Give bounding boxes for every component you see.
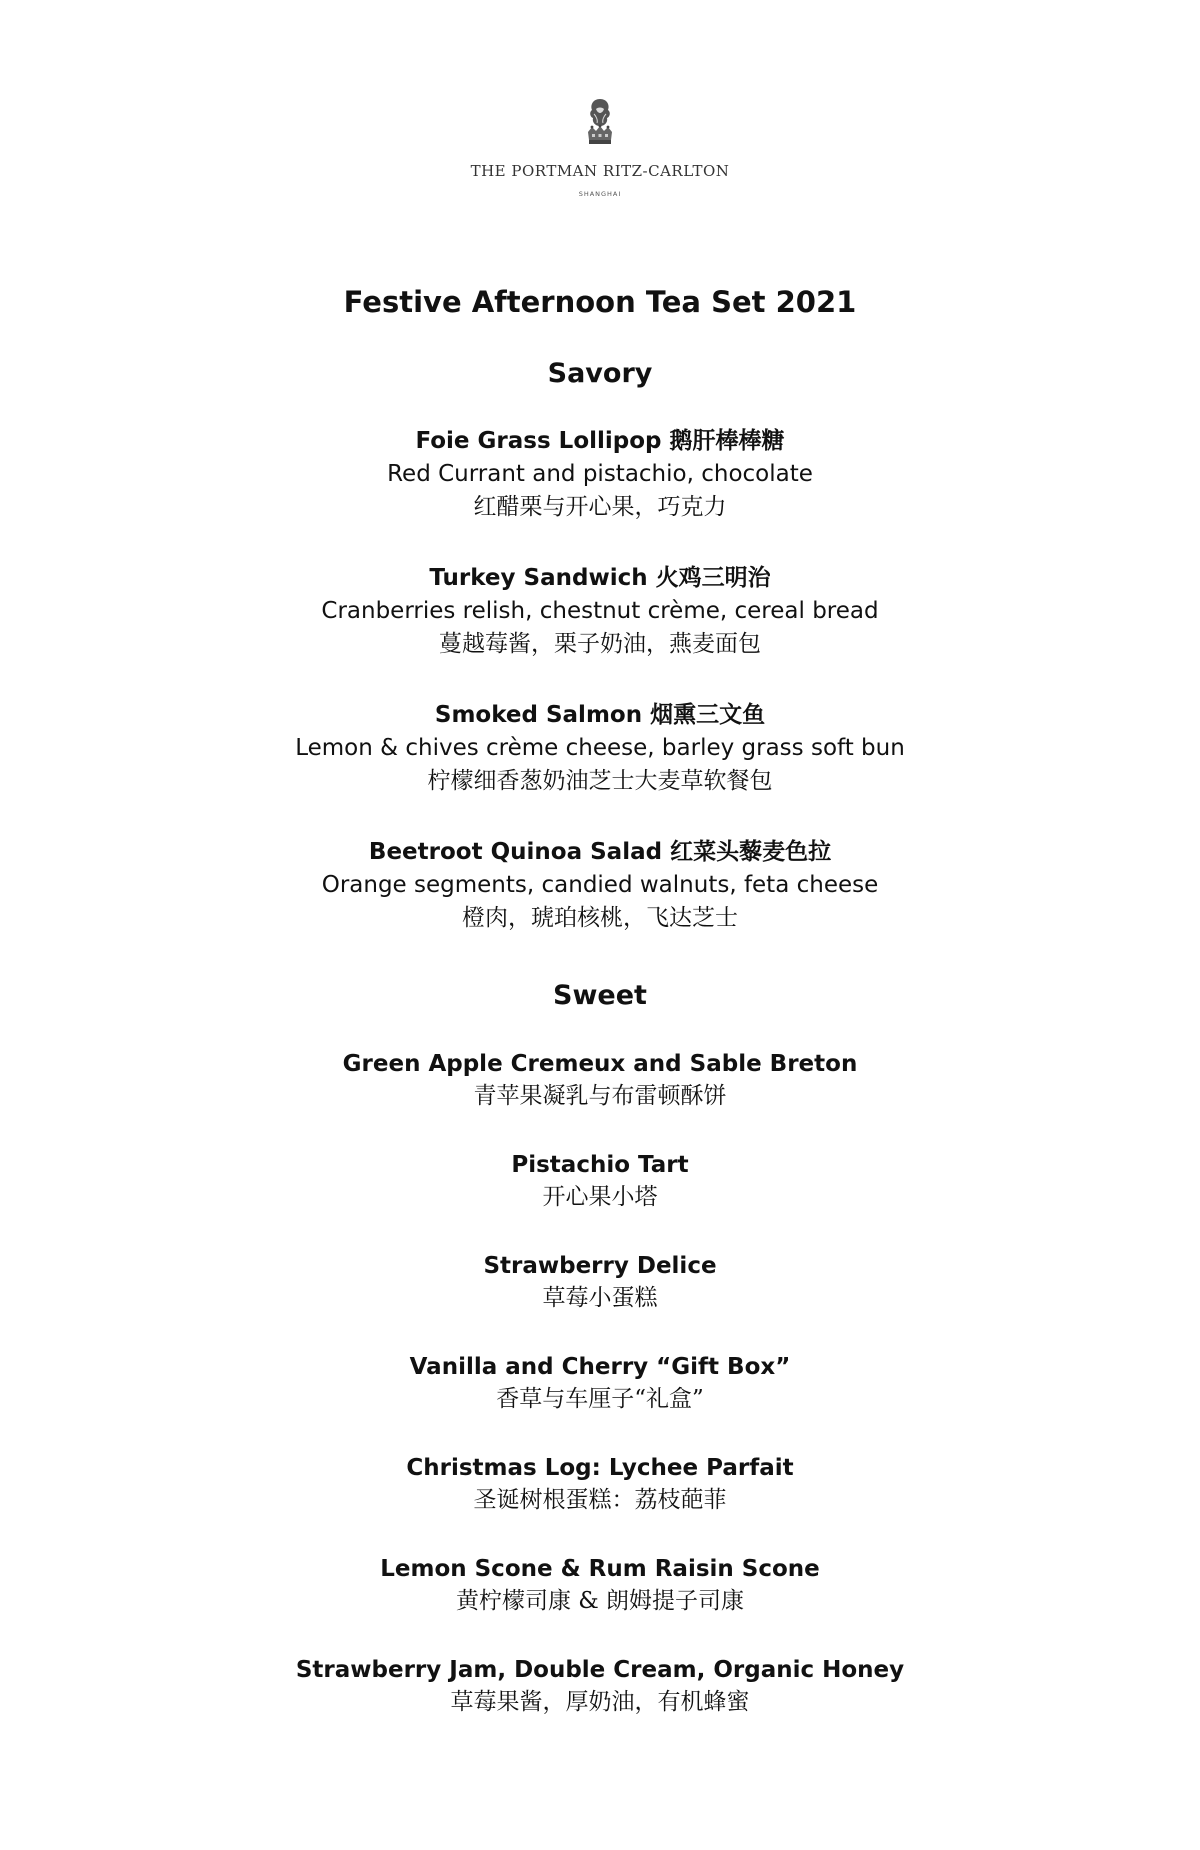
item-chinese-description: 草莓果酱，厚奶油，有机蜂蜜 (450, 1689, 750, 1715)
menu-item (0, 1452, 1200, 1516)
item-chinese-description: 蔓越莓酱，栗子奶油，燕麦面包 (439, 631, 761, 657)
menu-item (0, 1149, 1200, 1213)
item-description: Red Currant and pistachio, chocolate (387, 461, 813, 487)
item-name: Lemon Scone & Rum Raisin Scone (380, 1556, 820, 1582)
menu-item (0, 1553, 1200, 1617)
menu-item (0, 699, 1200, 797)
item-chinese-description: 柠檬细香葱奶油芝士大麦草软餐包 (427, 768, 773, 794)
lion-crown-icon (580, 96, 620, 148)
hotel-logo (0, 96, 1200, 198)
section-heading-sweet: Sweet (553, 980, 647, 1011)
item-name: Beetroot Quinoa Salad 红菜头藜麦色拉 (368, 839, 832, 865)
section-heading-savory: Savory (547, 358, 653, 389)
menu-item (0, 1654, 1200, 1718)
item-chinese-description: 黄柠檬司康 & 朗姆提子司康 (455, 1588, 745, 1614)
menu-item (0, 562, 1200, 660)
item-name: Pistachio Tart (511, 1152, 689, 1178)
item-chinese-description: 草莓小蛋糕 (542, 1285, 658, 1311)
menu-title: Festive Afternoon Tea Set 2021 (343, 285, 857, 319)
item-chinese-description: 开心果小塔 (542, 1184, 658, 1210)
menu-item (0, 425, 1200, 523)
item-name: Strawberry Delice (483, 1253, 717, 1279)
item-name: Smoked Salmon 烟熏三文鱼 (434, 702, 766, 728)
item-chinese-description: 青苹果凝乳与布雷顿酥饼 (473, 1083, 727, 1109)
item-name: Vanilla and Cherry “Gift Box” (409, 1354, 791, 1380)
menu-item (0, 836, 1200, 934)
item-name: Turkey Sandwich 火鸡三明治 (429, 565, 771, 591)
item-description: Cranberries relish, chestnut crème, cereal bread (321, 598, 879, 624)
menu-item (0, 1250, 1200, 1314)
item-description: Orange segments, candied walnuts, feta cheese (321, 872, 879, 898)
hotel-city: SHANGHAI (578, 190, 622, 198)
item-name: Foie Grass Lollipop 鹅肝棒棒糖 (415, 428, 785, 454)
hotel-name: THE PORTMAN RITZ-CARLTON (470, 162, 730, 180)
item-description: Lemon & chives crème cheese, barley grass soft bun (295, 735, 905, 761)
item-chinese-description: 圣诞树根蛋糕：荔枝葩菲 (473, 1487, 727, 1513)
item-chinese-description: 橙肉，琥珀核桃，飞达芝士 (462, 905, 738, 931)
item-name: Strawberry Jam, Double Cream, Organic Honey (295, 1657, 905, 1683)
item-chinese-description: 香草与车厘子“礼盒” (496, 1386, 704, 1412)
menu-item (0, 1048, 1200, 1112)
item-chinese-description: 红醋栗与开心果，巧克力 (473, 494, 727, 520)
item-name: Green Apple Cremeux and Sable Breton (342, 1051, 858, 1077)
item-name: Christmas Log: Lychee Parfait (406, 1455, 794, 1481)
menu-item (0, 1351, 1200, 1415)
